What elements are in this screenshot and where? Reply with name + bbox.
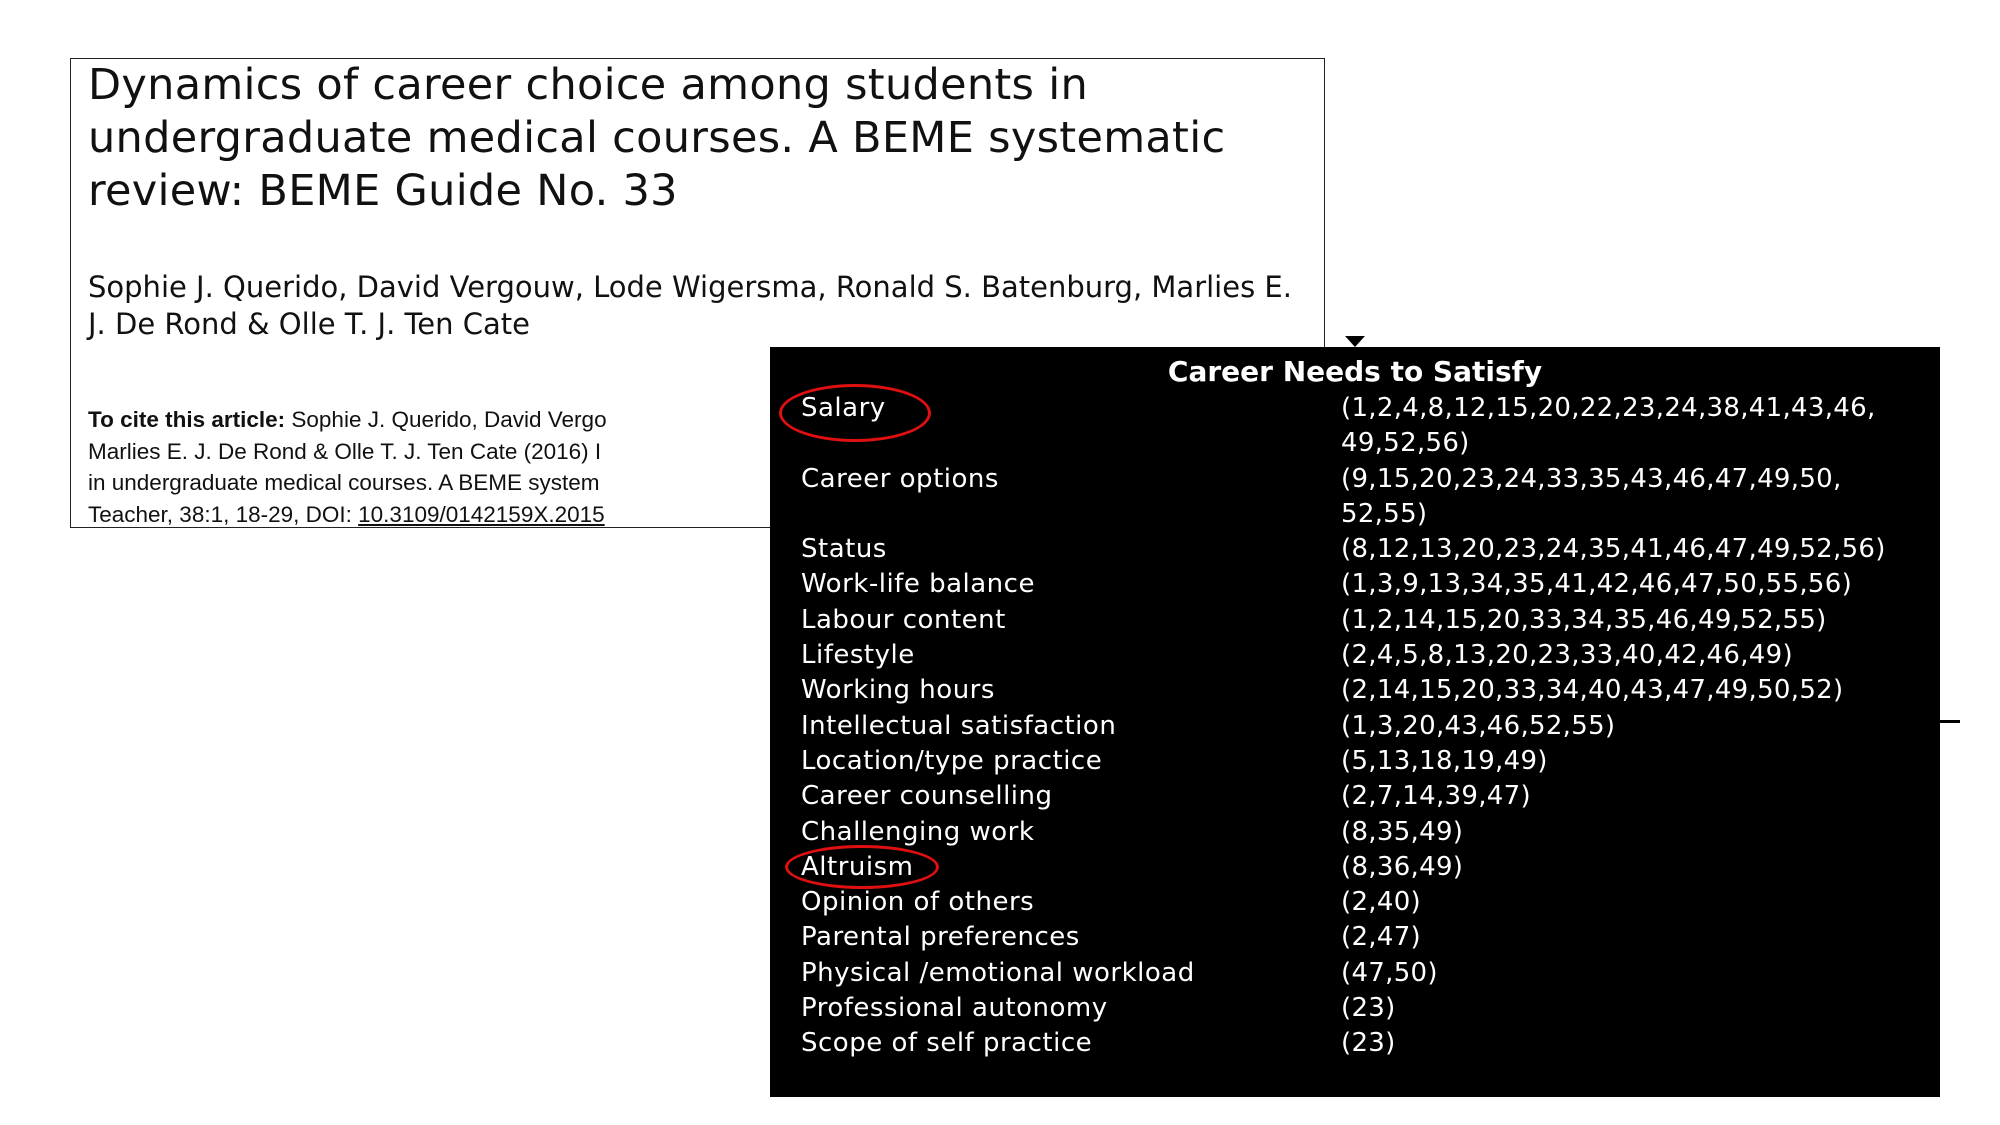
need-row (801, 885, 1926, 920)
need-references: (2,40) (1341, 887, 1421, 918)
need-label: Working hours (801, 675, 995, 706)
need-row (801, 850, 1926, 885)
need-label: Challenging work (801, 816, 1035, 847)
need-row (801, 532, 1926, 567)
panel-pointer-arrow (1345, 336, 1365, 347)
need-row (801, 709, 1926, 744)
need-row (801, 920, 1926, 955)
need-row (801, 391, 1926, 462)
need-label: Salary (801, 393, 886, 423)
need-label: Lifestyle (801, 640, 915, 671)
need-references: (2,7,14,39,47) (1341, 781, 1531, 812)
citation-text: Sophie J. Querido, David Vergo Marlies E. J. De Rond & Olle T. J. Ten Cate (2016) I in undergraduate medical courses. A BEME system Teacher, 38:1, 18-29, DOI: (88, 407, 607, 527)
need-row (801, 779, 1926, 814)
need-row (801, 815, 1926, 850)
need-label: Career options (801, 463, 999, 494)
need-row (801, 462, 1926, 533)
need-label: Intellectual satisfaction (801, 710, 1117, 741)
need-row (801, 744, 1926, 779)
need-label: Parental preferences (801, 922, 1080, 953)
need-references: (1,2,4,8,12,15,20,22,23,24,38,41,43,46, 49,52,56) (1341, 393, 1876, 459)
need-references: (1,3,20,43,46,52,55) (1341, 710, 1616, 741)
career-needs-list (801, 391, 1926, 1062)
paper-authors: Sophie J. Querido, David Vergouw, Lode Wigersma, Ronald S. Batenburg, Marlies E. J. De Rond & Olle T. J. Ten Cate (88, 270, 1292, 341)
need-row (801, 567, 1926, 602)
need-references: (23) (1341, 993, 1396, 1024)
need-references: (8,35,49) (1341, 816, 1464, 847)
need-row (801, 991, 1926, 1026)
need-label: Professional autonomy (801, 993, 1108, 1024)
need-label: Location/type practice (801, 745, 1103, 776)
need-row (801, 673, 1926, 708)
career-needs-panel (770, 347, 1940, 1097)
need-label: Scope of self practice (801, 1028, 1093, 1059)
need-references: (1,3,9,13,34,35,41,42,46,47,50,55,56) (1341, 569, 1853, 600)
need-label: Labour content (801, 604, 1006, 635)
need-row (801, 603, 1926, 638)
need-references: (23) (1341, 1028, 1396, 1059)
career-needs-title: Career Needs to Satisfy (1167, 355, 1543, 388)
need-label: Work-life balance (801, 569, 1035, 600)
need-label: Opinion of others (801, 887, 1035, 918)
need-references: (8,36,49) (1341, 851, 1464, 882)
need-label: Altruism (801, 851, 914, 882)
need-row (801, 956, 1926, 991)
citation-doi-link[interactable]: 10.3109/0142159X.2015 (358, 501, 605, 527)
need-label: Physical /emotional workload (801, 957, 1195, 988)
need-references: (1,2,14,15,20,33,34,35,46,49,52,55) (1341, 604, 1827, 635)
need-label: Status (801, 534, 887, 565)
need-row (801, 1026, 1926, 1061)
need-references: (2,4,5,8,13,20,23,33,40,42,46,49) (1341, 640, 1793, 671)
paper-title: Dynamics of career choice among students in undergraduate medical courses. A BEME systematic review: BEME Guide No. 33 (88, 60, 1226, 216)
need-row (801, 638, 1926, 673)
citation-label: To cite this article: (88, 407, 286, 432)
need-references: (5,13,18,19,49) (1341, 745, 1548, 776)
need-references: (2,14,15,20,33,34,40,43,47,49,50,52) (1341, 675, 1844, 706)
need-references: (2,47) (1341, 922, 1421, 953)
need-references: (8,12,13,20,23,24,35,41,46,47,49,52,56) (1341, 534, 1886, 565)
need-references: (9,15,20,23,24,33,35,43,46,47,49,50, 52,55) (1341, 463, 1842, 529)
need-references: (47,50) (1341, 957, 1438, 988)
need-label: Career counselling (801, 781, 1053, 812)
side-tick-mark (1940, 720, 1960, 723)
